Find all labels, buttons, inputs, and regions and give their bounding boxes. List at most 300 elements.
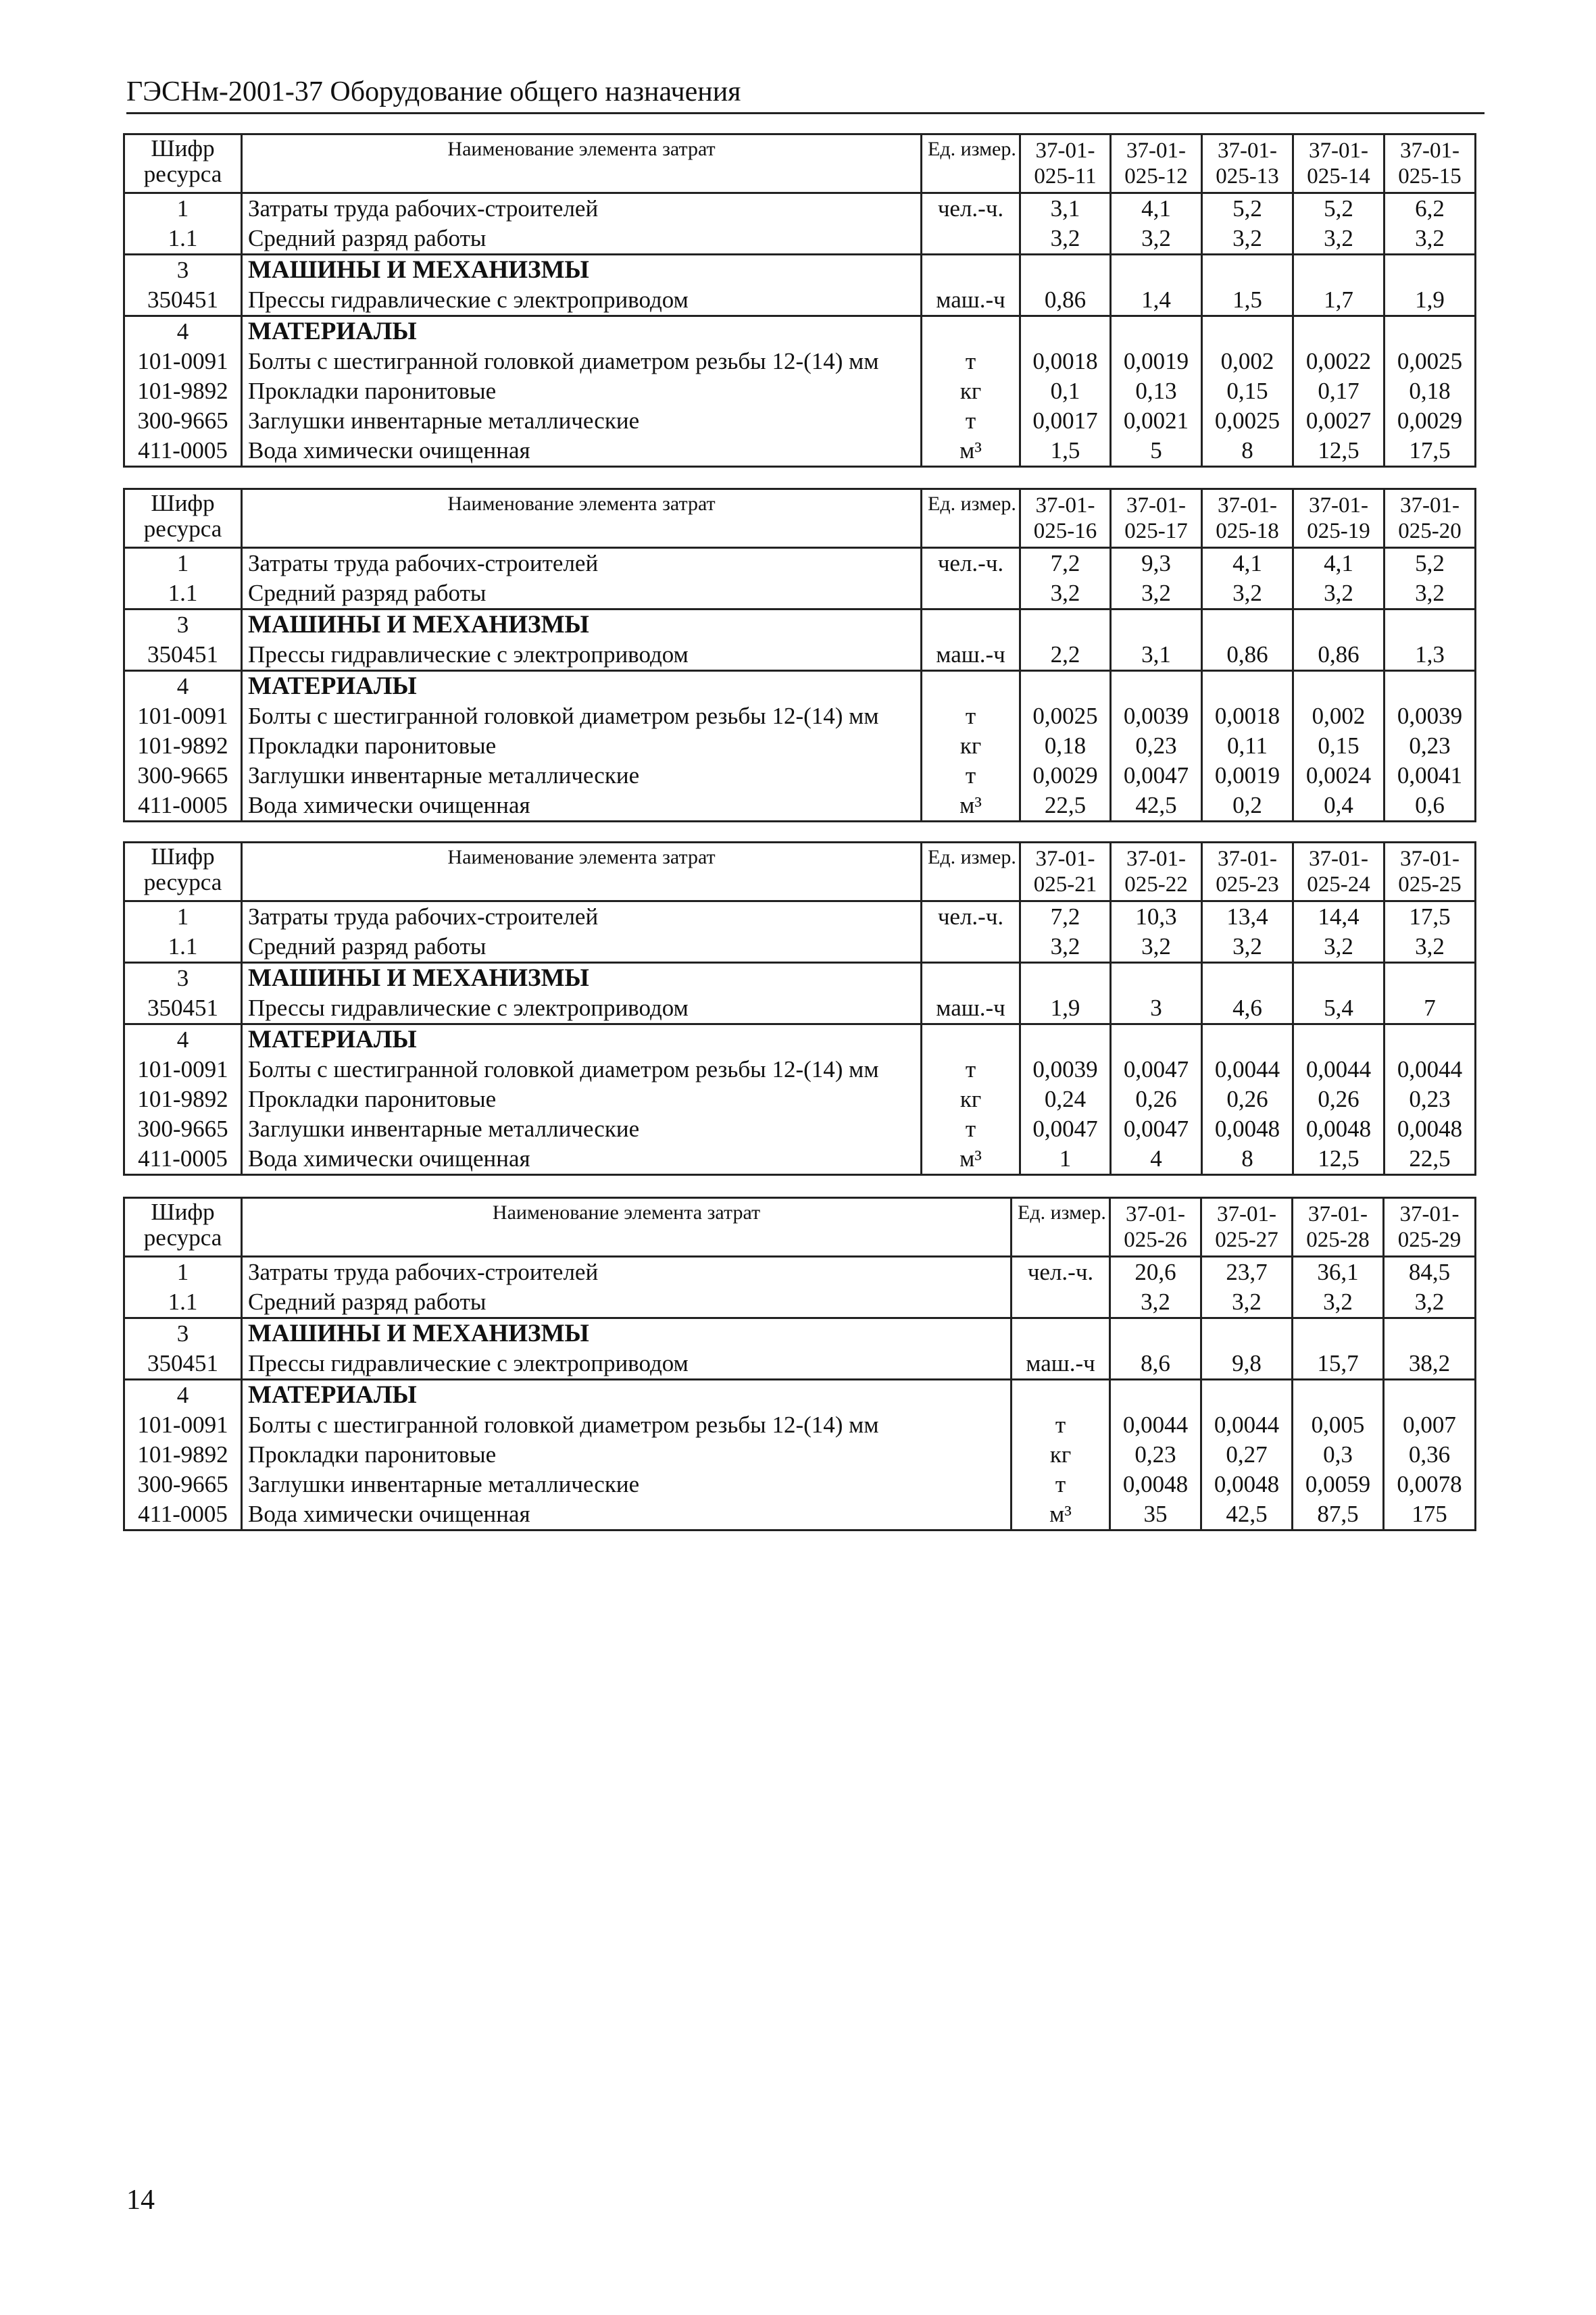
- unit-cell: [1012, 1287, 1110, 1318]
- section-title-cell: МАТЕРИАЛЫ: [242, 1024, 922, 1055]
- norm-code-part1: 37-01-: [1400, 493, 1460, 518]
- value-cell: [1111, 609, 1202, 641]
- header-norm-code: [1293, 1198, 1384, 1257]
- norm-code-part1: 37-01-: [1400, 139, 1460, 163]
- value-cell: 15,7: [1293, 1349, 1384, 1380]
- norm-code-part2: 025-20: [1398, 519, 1462, 543]
- value-cell: 0,17: [1293, 376, 1385, 406]
- unit-cell: т: [1012, 1470, 1110, 1499]
- norm-code-part2: 025-16: [1033, 519, 1097, 543]
- norm-code-part1: 37-01-: [1309, 493, 1368, 518]
- norm-code-part1: 37-01-: [1217, 1202, 1276, 1226]
- resource-code-cell: 1: [124, 1257, 242, 1288]
- header-resource-line1: Шифр: [151, 1199, 215, 1225]
- value-cell: 22,5: [1020, 791, 1111, 822]
- cost-element-name-cell: Затраты труда рабочих-строителей: [242, 1257, 1012, 1288]
- header-resource-code: [124, 843, 242, 901]
- resource-code-cell: 411-0005: [124, 1499, 242, 1530]
- cost-element-name-cell: Прокладки паронитовые: [242, 1440, 1012, 1470]
- norm-code-part2: 025-19: [1307, 519, 1370, 543]
- value-cell: 0,36: [1384, 1440, 1476, 1470]
- value-cell: [1110, 1318, 1201, 1349]
- value-cell: 0,23: [1385, 731, 1476, 761]
- table-row: [124, 406, 1476, 436]
- value-cell: 0,0048: [1293, 1114, 1385, 1144]
- unit-cell: [922, 255, 1020, 286]
- header-cost-element-name: Наименование элемента затрат: [242, 489, 922, 548]
- value-cell: 0,0025: [1385, 347, 1476, 376]
- resource-code-cell: 1.1: [124, 578, 242, 609]
- value-cell: [1202, 316, 1293, 347]
- value-cell: [1111, 671, 1202, 702]
- value-cell: 0,6: [1385, 791, 1476, 822]
- unit-cell: [922, 609, 1020, 641]
- unit-cell: маш.-ч: [922, 640, 1020, 671]
- value-cell: 6,2: [1385, 193, 1476, 224]
- section-row: [124, 963, 1476, 994]
- unit-cell: т: [922, 406, 1020, 436]
- cost-element-name-cell: Прессы гидравлические с электроприводом: [242, 993, 922, 1024]
- header-cost-element-name: Наименование элемента затрат: [242, 134, 922, 193]
- resource-code-cell: 3: [124, 963, 242, 994]
- value-cell: [1020, 671, 1111, 702]
- unit-cell: чел.-ч.: [922, 901, 1020, 932]
- unit-cell: т: [922, 1114, 1020, 1144]
- value-cell: 3,2: [1020, 932, 1111, 963]
- resource-code-cell: 350451: [124, 1349, 242, 1380]
- value-cell: [1110, 1380, 1201, 1411]
- value-cell: 1: [1020, 1144, 1111, 1175]
- header-resource-line2: ресурса: [143, 1224, 222, 1251]
- value-cell: 0,0041: [1385, 761, 1476, 791]
- header-resource-line2: ресурса: [143, 869, 222, 895]
- norm-code-part1: 37-01-: [1309, 847, 1368, 871]
- header-norm-code: [1020, 134, 1111, 193]
- value-cell: 22,5: [1385, 1144, 1476, 1175]
- value-cell: 0,0047: [1111, 1055, 1202, 1085]
- cost-element-name-cell: Вода химически очищенная: [242, 1499, 1012, 1530]
- value-cell: 9,8: [1201, 1349, 1293, 1380]
- resource-code-cell: 3: [124, 1318, 242, 1349]
- page-header: [126, 74, 1485, 114]
- norm-code-part2: 025-17: [1124, 519, 1188, 543]
- value-cell: 13,4: [1202, 901, 1293, 932]
- value-cell: 0,0044: [1110, 1410, 1201, 1440]
- value-cell: [1020, 255, 1111, 286]
- resource-code-cell: 101-9892: [124, 376, 242, 406]
- value-cell: 8,6: [1110, 1349, 1201, 1380]
- value-cell: [1020, 963, 1111, 994]
- norm-code-part2: 025-15: [1398, 164, 1462, 189]
- section-row: [124, 609, 1476, 641]
- value-cell: 0,24: [1020, 1085, 1111, 1114]
- value-cell: 10,3: [1111, 901, 1202, 932]
- norm-code-part1: 37-01-: [1400, 847, 1460, 871]
- value-cell: 17,5: [1385, 436, 1476, 467]
- value-cell: 20,6: [1110, 1257, 1201, 1288]
- value-cell: 0,0039: [1385, 701, 1476, 731]
- cost-element-name-cell: Болты с шестигранной головкой диаметром резьбы 12-(14) мм: [242, 701, 922, 731]
- value-cell: 3,2: [1293, 578, 1385, 609]
- resource-code-cell: 4: [124, 671, 242, 702]
- value-cell: [1111, 1024, 1202, 1055]
- value-cell: [1111, 255, 1202, 286]
- norm-code-part2: 025-18: [1216, 519, 1279, 543]
- header-unit: Ед. измер.: [1012, 1198, 1110, 1257]
- value-cell: 0,0044: [1202, 1055, 1293, 1085]
- value-cell: 0,0048: [1385, 1114, 1476, 1144]
- value-cell: 1,5: [1020, 436, 1111, 467]
- value-cell: 0,0021: [1111, 406, 1202, 436]
- value-cell: 0,18: [1385, 376, 1476, 406]
- value-cell: 0,0018: [1020, 347, 1111, 376]
- value-cell: 0,0039: [1111, 701, 1202, 731]
- table-row: [124, 436, 1476, 467]
- value-cell: 3,2: [1293, 1287, 1384, 1318]
- value-cell: [1385, 963, 1476, 994]
- value-cell: [1293, 255, 1385, 286]
- value-cell: 0,0029: [1385, 406, 1476, 436]
- cost-element-name-cell: Средний разряд работы: [242, 224, 922, 255]
- header-norm-code: [1111, 134, 1202, 193]
- table-row: [124, 578, 1476, 609]
- table-row: [124, 640, 1476, 671]
- norm-code-part1: 37-01-: [1126, 1202, 1185, 1226]
- section-title-cell: МАШИНЫ И МЕХАНИЗМЫ: [242, 963, 922, 994]
- header-norm-code: [1293, 134, 1385, 193]
- header-resource-code: [124, 489, 242, 548]
- unit-cell: т: [922, 701, 1020, 731]
- value-cell: 3: [1111, 993, 1202, 1024]
- header-unit: Ед. измер.: [922, 134, 1020, 193]
- value-cell: [1201, 1318, 1293, 1349]
- section-title-cell: МАТЕРИАЛЫ: [242, 671, 922, 702]
- value-cell: [1202, 1024, 1293, 1055]
- resource-code-cell: 350451: [124, 285, 242, 316]
- cost-element-name-cell: Прессы гидравлические с электроприводом: [242, 285, 922, 316]
- value-cell: 7: [1385, 993, 1476, 1024]
- value-cell: [1020, 1024, 1111, 1055]
- value-cell: 0,23: [1111, 731, 1202, 761]
- cost-element-name-cell: Прессы гидравлические с электроприводом: [242, 1349, 1012, 1380]
- header-resource-line1: Шифр: [151, 843, 215, 870]
- value-cell: [1202, 609, 1293, 641]
- header-norm-code: [1293, 489, 1385, 548]
- unit-cell: [922, 963, 1020, 994]
- norm-code-part2: 025-22: [1124, 872, 1188, 897]
- unit-cell: т: [1012, 1410, 1110, 1440]
- cost-element-name-cell: Вода химически очищенная: [242, 791, 922, 822]
- value-cell: 12,5: [1293, 1144, 1385, 1175]
- value-cell: 3,1: [1020, 193, 1111, 224]
- value-cell: 7,2: [1020, 548, 1111, 579]
- value-cell: [1293, 1318, 1384, 1349]
- value-cell: 3,2: [1385, 224, 1476, 255]
- value-cell: 17,5: [1385, 901, 1476, 932]
- resource-code-cell: 4: [124, 1380, 242, 1411]
- section-title-cell: МАШИНЫ И МЕХАНИЗМЫ: [242, 1318, 1012, 1349]
- value-cell: 0,18: [1020, 731, 1111, 761]
- value-cell: 175: [1384, 1499, 1476, 1530]
- table-row: [124, 993, 1476, 1024]
- resource-code-cell: 411-0005: [124, 791, 242, 822]
- table-row: [124, 285, 1476, 316]
- header-norm-code: [1385, 489, 1476, 548]
- value-cell: 0,26: [1202, 1085, 1293, 1114]
- table-row: [124, 1410, 1476, 1440]
- value-cell: 4,1: [1202, 548, 1293, 579]
- value-cell: 5,2: [1202, 193, 1293, 224]
- resource-code-cell: 101-0091: [124, 701, 242, 731]
- value-cell: 3,2: [1385, 932, 1476, 963]
- resource-code-cell: 300-9665: [124, 1114, 242, 1144]
- table-row: [124, 1470, 1476, 1499]
- cost-element-name-cell: Вода химически очищенная: [242, 436, 922, 467]
- header-resource-code: [124, 134, 242, 193]
- cost-element-name-cell: Болты с шестигранной головкой диаметром резьбы 12-(14) мм: [242, 1055, 922, 1085]
- table-row: [124, 1144, 1476, 1175]
- value-cell: 4: [1111, 1144, 1202, 1175]
- resource-code-cell: 101-9892: [124, 1440, 242, 1470]
- value-cell: 3,2: [1020, 224, 1111, 255]
- cost-element-name-cell: Заглушки инвентарные металлические: [242, 1114, 922, 1144]
- table-row: [124, 791, 1476, 822]
- resource-code-cell: 1.1: [124, 1287, 242, 1318]
- value-cell: 0,0019: [1111, 347, 1202, 376]
- cost-element-name-cell: Заглушки инвентарные металлические: [242, 406, 922, 436]
- table-row: [124, 901, 1476, 932]
- norm-code-part2: 025-23: [1216, 872, 1279, 897]
- section-title-cell: МАТЕРИАЛЫ: [242, 1380, 1012, 1411]
- value-cell: [1384, 1380, 1476, 1411]
- value-cell: 0,0017: [1020, 406, 1111, 436]
- norm-code-part1: 37-01-: [1035, 847, 1095, 871]
- resource-code-cell: 101-0091: [124, 1055, 242, 1085]
- table-row: [124, 193, 1476, 224]
- section-row: [124, 1380, 1476, 1411]
- value-cell: 0,13: [1111, 376, 1202, 406]
- table-row: [124, 548, 1476, 579]
- value-cell: 3,2: [1111, 578, 1202, 609]
- header-norm-code: [1202, 134, 1293, 193]
- value-cell: 0,0018: [1202, 701, 1293, 731]
- value-cell: 3,2: [1111, 224, 1202, 255]
- value-cell: [1202, 255, 1293, 286]
- value-cell: 5,2: [1385, 548, 1476, 579]
- table-row: [124, 1257, 1476, 1288]
- value-cell: 0,0039: [1020, 1055, 1111, 1085]
- value-cell: 0,0022: [1293, 347, 1385, 376]
- table-header-row: [124, 134, 1476, 193]
- norm-code-part1: 37-01-: [1218, 139, 1277, 163]
- table-row: [124, 1499, 1476, 1530]
- value-cell: [1293, 1024, 1385, 1055]
- resource-code-cell: 3: [124, 255, 242, 286]
- norm-code-part2: 025-21: [1033, 872, 1097, 897]
- unit-cell: маш.-ч: [1012, 1349, 1110, 1380]
- value-cell: 0,0027: [1293, 406, 1385, 436]
- value-cell: 0,005: [1293, 1410, 1384, 1440]
- norm-table-3: [123, 841, 1476, 1176]
- page-number: 14: [126, 2185, 155, 2216]
- value-cell: 0,86: [1202, 640, 1293, 671]
- value-cell: 3,2: [1020, 578, 1111, 609]
- value-cell: 0,0047: [1111, 761, 1202, 791]
- header-resource-line2: ресурса: [143, 161, 222, 187]
- unit-cell: чел.-ч.: [922, 193, 1020, 224]
- value-cell: 1,9: [1385, 285, 1476, 316]
- value-cell: 0,15: [1293, 731, 1385, 761]
- value-cell: 0,0059: [1293, 1470, 1384, 1499]
- value-cell: 0,002: [1293, 701, 1385, 731]
- value-cell: 35: [1110, 1499, 1201, 1530]
- resource-code-cell: 300-9665: [124, 761, 242, 791]
- norm-code-part1: 37-01-: [1218, 493, 1277, 518]
- header-cost-element-name: Наименование элемента затрат: [242, 843, 922, 901]
- value-cell: 3,2: [1384, 1287, 1476, 1318]
- cost-element-name-cell: Прокладки паронитовые: [242, 731, 922, 761]
- table-row: [124, 376, 1476, 406]
- section-row: [124, 1024, 1476, 1055]
- value-cell: 0,0029: [1020, 761, 1111, 791]
- value-cell: [1293, 316, 1385, 347]
- header-norm-code: [1384, 1198, 1476, 1257]
- table-row: [124, 1440, 1476, 1470]
- header-norm-code: [1385, 134, 1476, 193]
- norm-code-part1: 37-01-: [1309, 139, 1368, 163]
- unit-cell: кг: [922, 1085, 1020, 1114]
- header-unit: Ед. измер.: [922, 843, 1020, 901]
- value-cell: 0,23: [1110, 1440, 1201, 1470]
- resource-code-cell: 101-0091: [124, 1410, 242, 1440]
- unit-cell: т: [922, 761, 1020, 791]
- resource-code-cell: 1: [124, 193, 242, 224]
- value-cell: 0,4: [1293, 791, 1385, 822]
- value-cell: 12,5: [1293, 436, 1385, 467]
- value-cell: 1,4: [1111, 285, 1202, 316]
- header-resource-line1: Шифр: [151, 490, 215, 516]
- cost-element-name-cell: Болты с шестигранной головкой диаметром резьбы 12-(14) мм: [242, 347, 922, 376]
- norm-code-part1: 37-01-: [1308, 1202, 1368, 1226]
- value-cell: 0,86: [1293, 640, 1385, 671]
- value-cell: 4,1: [1111, 193, 1202, 224]
- value-cell: 0,007: [1384, 1410, 1476, 1440]
- norm-code-part2: 025-11: [1034, 164, 1097, 189]
- value-cell: [1201, 1380, 1293, 1411]
- norm-table-1: [123, 133, 1476, 468]
- norm-code-part1: 37-01-: [1399, 1202, 1460, 1226]
- header-norm-code: [1020, 843, 1111, 901]
- value-cell: 0,23: [1385, 1085, 1476, 1114]
- value-cell: 42,5: [1201, 1499, 1293, 1530]
- unit-cell: кг: [922, 376, 1020, 406]
- value-cell: [1202, 963, 1293, 994]
- resource-code-cell: 1.1: [124, 932, 242, 963]
- table-row: [124, 1085, 1476, 1114]
- resource-code-cell: 1.1: [124, 224, 242, 255]
- unit-cell: [922, 224, 1020, 255]
- unit-cell: [922, 1024, 1020, 1055]
- resource-code-cell: 350451: [124, 993, 242, 1024]
- table-row: [124, 1287, 1476, 1318]
- norm-code-part2: 025-24: [1307, 872, 1370, 897]
- value-cell: 1,9: [1020, 993, 1111, 1024]
- header-resource-line1: Шифр: [151, 135, 215, 161]
- value-cell: 3,2: [1201, 1287, 1293, 1318]
- value-cell: 7,2: [1020, 901, 1111, 932]
- cost-element-name-cell: Средний разряд работы: [242, 1287, 1012, 1318]
- section-title-cell: МАТЕРИАЛЫ: [242, 316, 922, 347]
- norm-code-part1: 37-01-: [1035, 139, 1095, 163]
- header-resource-line2: ресурса: [143, 516, 222, 542]
- value-cell: 23,7: [1201, 1257, 1293, 1288]
- value-cell: 2,2: [1020, 640, 1111, 671]
- value-cell: 1,3: [1385, 640, 1476, 671]
- cost-element-name-cell: Средний разряд работы: [242, 578, 922, 609]
- value-cell: 4,1: [1293, 548, 1385, 579]
- resource-code-cell: 411-0005: [124, 436, 242, 467]
- value-cell: 0,002: [1202, 347, 1293, 376]
- norm-table-4: [123, 1197, 1476, 1531]
- unit-cell: т: [922, 347, 1020, 376]
- value-cell: 0,0025: [1020, 701, 1111, 731]
- resource-code-cell: 4: [124, 316, 242, 347]
- table-row: [124, 932, 1476, 963]
- value-cell: 3,2: [1111, 932, 1202, 963]
- section-row: [124, 316, 1476, 347]
- value-cell: [1385, 609, 1476, 641]
- resource-code-cell: 101-0091: [124, 347, 242, 376]
- value-cell: [1020, 316, 1111, 347]
- value-cell: [1111, 963, 1202, 994]
- value-cell: 14,4: [1293, 901, 1385, 932]
- unit-cell: [922, 932, 1020, 963]
- value-cell: 3,2: [1293, 224, 1385, 255]
- value-cell: [1293, 963, 1385, 994]
- header-cost-element-name: Наименование элемента затрат: [242, 1198, 1012, 1257]
- unit-cell: [1012, 1318, 1110, 1349]
- norm-code-part1: 37-01-: [1126, 139, 1186, 163]
- unit-cell: [922, 578, 1020, 609]
- value-cell: [1293, 609, 1385, 641]
- table-row: [124, 701, 1476, 731]
- value-cell: 4,6: [1202, 993, 1293, 1024]
- resource-code-cell: 101-9892: [124, 731, 242, 761]
- value-cell: 0,0047: [1111, 1114, 1202, 1144]
- norm-code-part1: 37-01-: [1218, 847, 1277, 871]
- unit-cell: м³: [922, 436, 1020, 467]
- value-cell: [1293, 671, 1385, 702]
- value-cell: 0,0047: [1020, 1114, 1111, 1144]
- value-cell: 84,5: [1384, 1257, 1476, 1288]
- value-cell: 9,3: [1111, 548, 1202, 579]
- resource-code-cell: 411-0005: [124, 1144, 242, 1175]
- value-cell: 0,26: [1293, 1085, 1385, 1114]
- value-cell: 0,0024: [1293, 761, 1385, 791]
- header-unit: Ед. измер.: [922, 489, 1020, 548]
- cost-element-name-cell: Заглушки инвентарные металлические: [242, 761, 922, 791]
- unit-cell: [1012, 1380, 1110, 1411]
- table-row: [124, 1055, 1476, 1085]
- section-row: [124, 255, 1476, 286]
- header-norm-code: [1111, 489, 1202, 548]
- resource-code-cell: 1: [124, 901, 242, 932]
- value-cell: 0,11: [1202, 731, 1293, 761]
- value-cell: [1111, 316, 1202, 347]
- unit-cell: м³: [922, 1144, 1020, 1175]
- unit-cell: кг: [1012, 1440, 1110, 1470]
- value-cell: [1385, 671, 1476, 702]
